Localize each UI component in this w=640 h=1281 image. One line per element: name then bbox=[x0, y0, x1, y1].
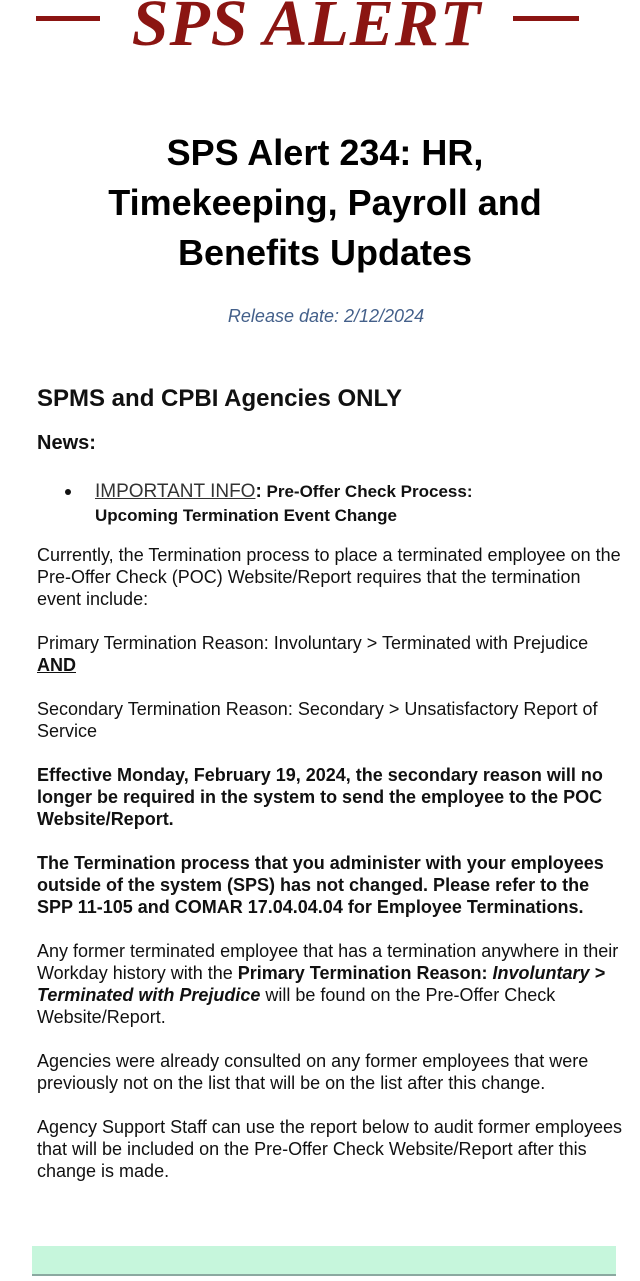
alert-body bbox=[37, 384, 622, 1182]
alert-title-line-2: Timekeeping, Payroll and bbox=[108, 182, 542, 223]
paragraph-agencies-consulted: Agencies were already consulted on any former employees that were previously not on the list that will be on the list after this change. bbox=[37, 1051, 589, 1093]
paragraph-current-process: Currently, the Termination process to place a terminated employee on the Pre-Offer Check (POC) Website/Report requires that the termination event include: bbox=[37, 545, 621, 609]
primary-termination-reason-label: Primary Termination Reason: bbox=[237, 963, 488, 983]
news-list bbox=[37, 480, 622, 528]
paragraph-former-employees bbox=[37, 940, 622, 1028]
report-table-header-strip bbox=[32, 1246, 616, 1276]
masthead-rule-left bbox=[36, 16, 100, 21]
and-emphasis: AND bbox=[37, 655, 76, 675]
alert-title-line-3: Benefits Updates bbox=[177, 232, 473, 273]
paragraph-primary-reason bbox=[37, 632, 622, 676]
masthead-logo-text: SPS ALERT bbox=[131, 0, 482, 60]
news-item-heading-line-2: Upcoming Termination Event Change bbox=[95, 506, 397, 525]
paragraph-process-unchanged: The Termination process that you administer with your employees outside of the system (SPS) has not changed. Please refer to the SPP 11-105 and COMAR 17.04.04.04 for Employee Terminations. bbox=[37, 853, 604, 917]
news-label: News: bbox=[37, 432, 96, 454]
sps-alert-masthead bbox=[0, 0, 640, 66]
masthead-rule-right bbox=[513, 16, 579, 21]
terminated-with-prejudice-emphasis: Involuntary > Terminated with Prejudice bbox=[37, 963, 606, 1005]
section-title: SPMS and CPBI Agencies ONLY bbox=[37, 385, 402, 412]
news-item-heading-line-1: Pre-Offer Check Process: bbox=[266, 482, 473, 501]
bullet-dot-icon bbox=[65, 489, 71, 495]
former-employees-text-a: Any former terminated employee that has a termination anywhere in their Workday history with the bbox=[37, 941, 619, 983]
alert-title-line-1: SPS Alert 234: HR, bbox=[166, 132, 484, 173]
alert-title bbox=[40, 128, 610, 278]
news-item bbox=[37, 480, 622, 528]
release-date: Release date: 2/12/2024 bbox=[227, 306, 425, 326]
former-employees-text-e: will be found on the Pre-Offer Check Website/Report. bbox=[37, 985, 556, 1027]
paragraph-effective-date: Effective Monday, February 19, 2024, the secondary reason will no longer be required in the system to send the employee to the POC Website/Report. bbox=[37, 765, 603, 829]
paragraph-support-staff-report: Agency Support Staff can use the report below to audit former employees that will be included on the Pre-Offer Check Website/Report after this change is made. bbox=[37, 1117, 622, 1181]
important-info-label: IMPORTANT INFO bbox=[95, 481, 256, 502]
paragraph-secondary-reason: Secondary Termination Reason: Secondary > Unsatisfactory Report of Service bbox=[37, 699, 598, 741]
primary-reason-text: Primary Termination Reason: Involuntary > Terminated with Prejudice bbox=[37, 633, 589, 653]
important-info-colon: : bbox=[255, 481, 262, 502]
